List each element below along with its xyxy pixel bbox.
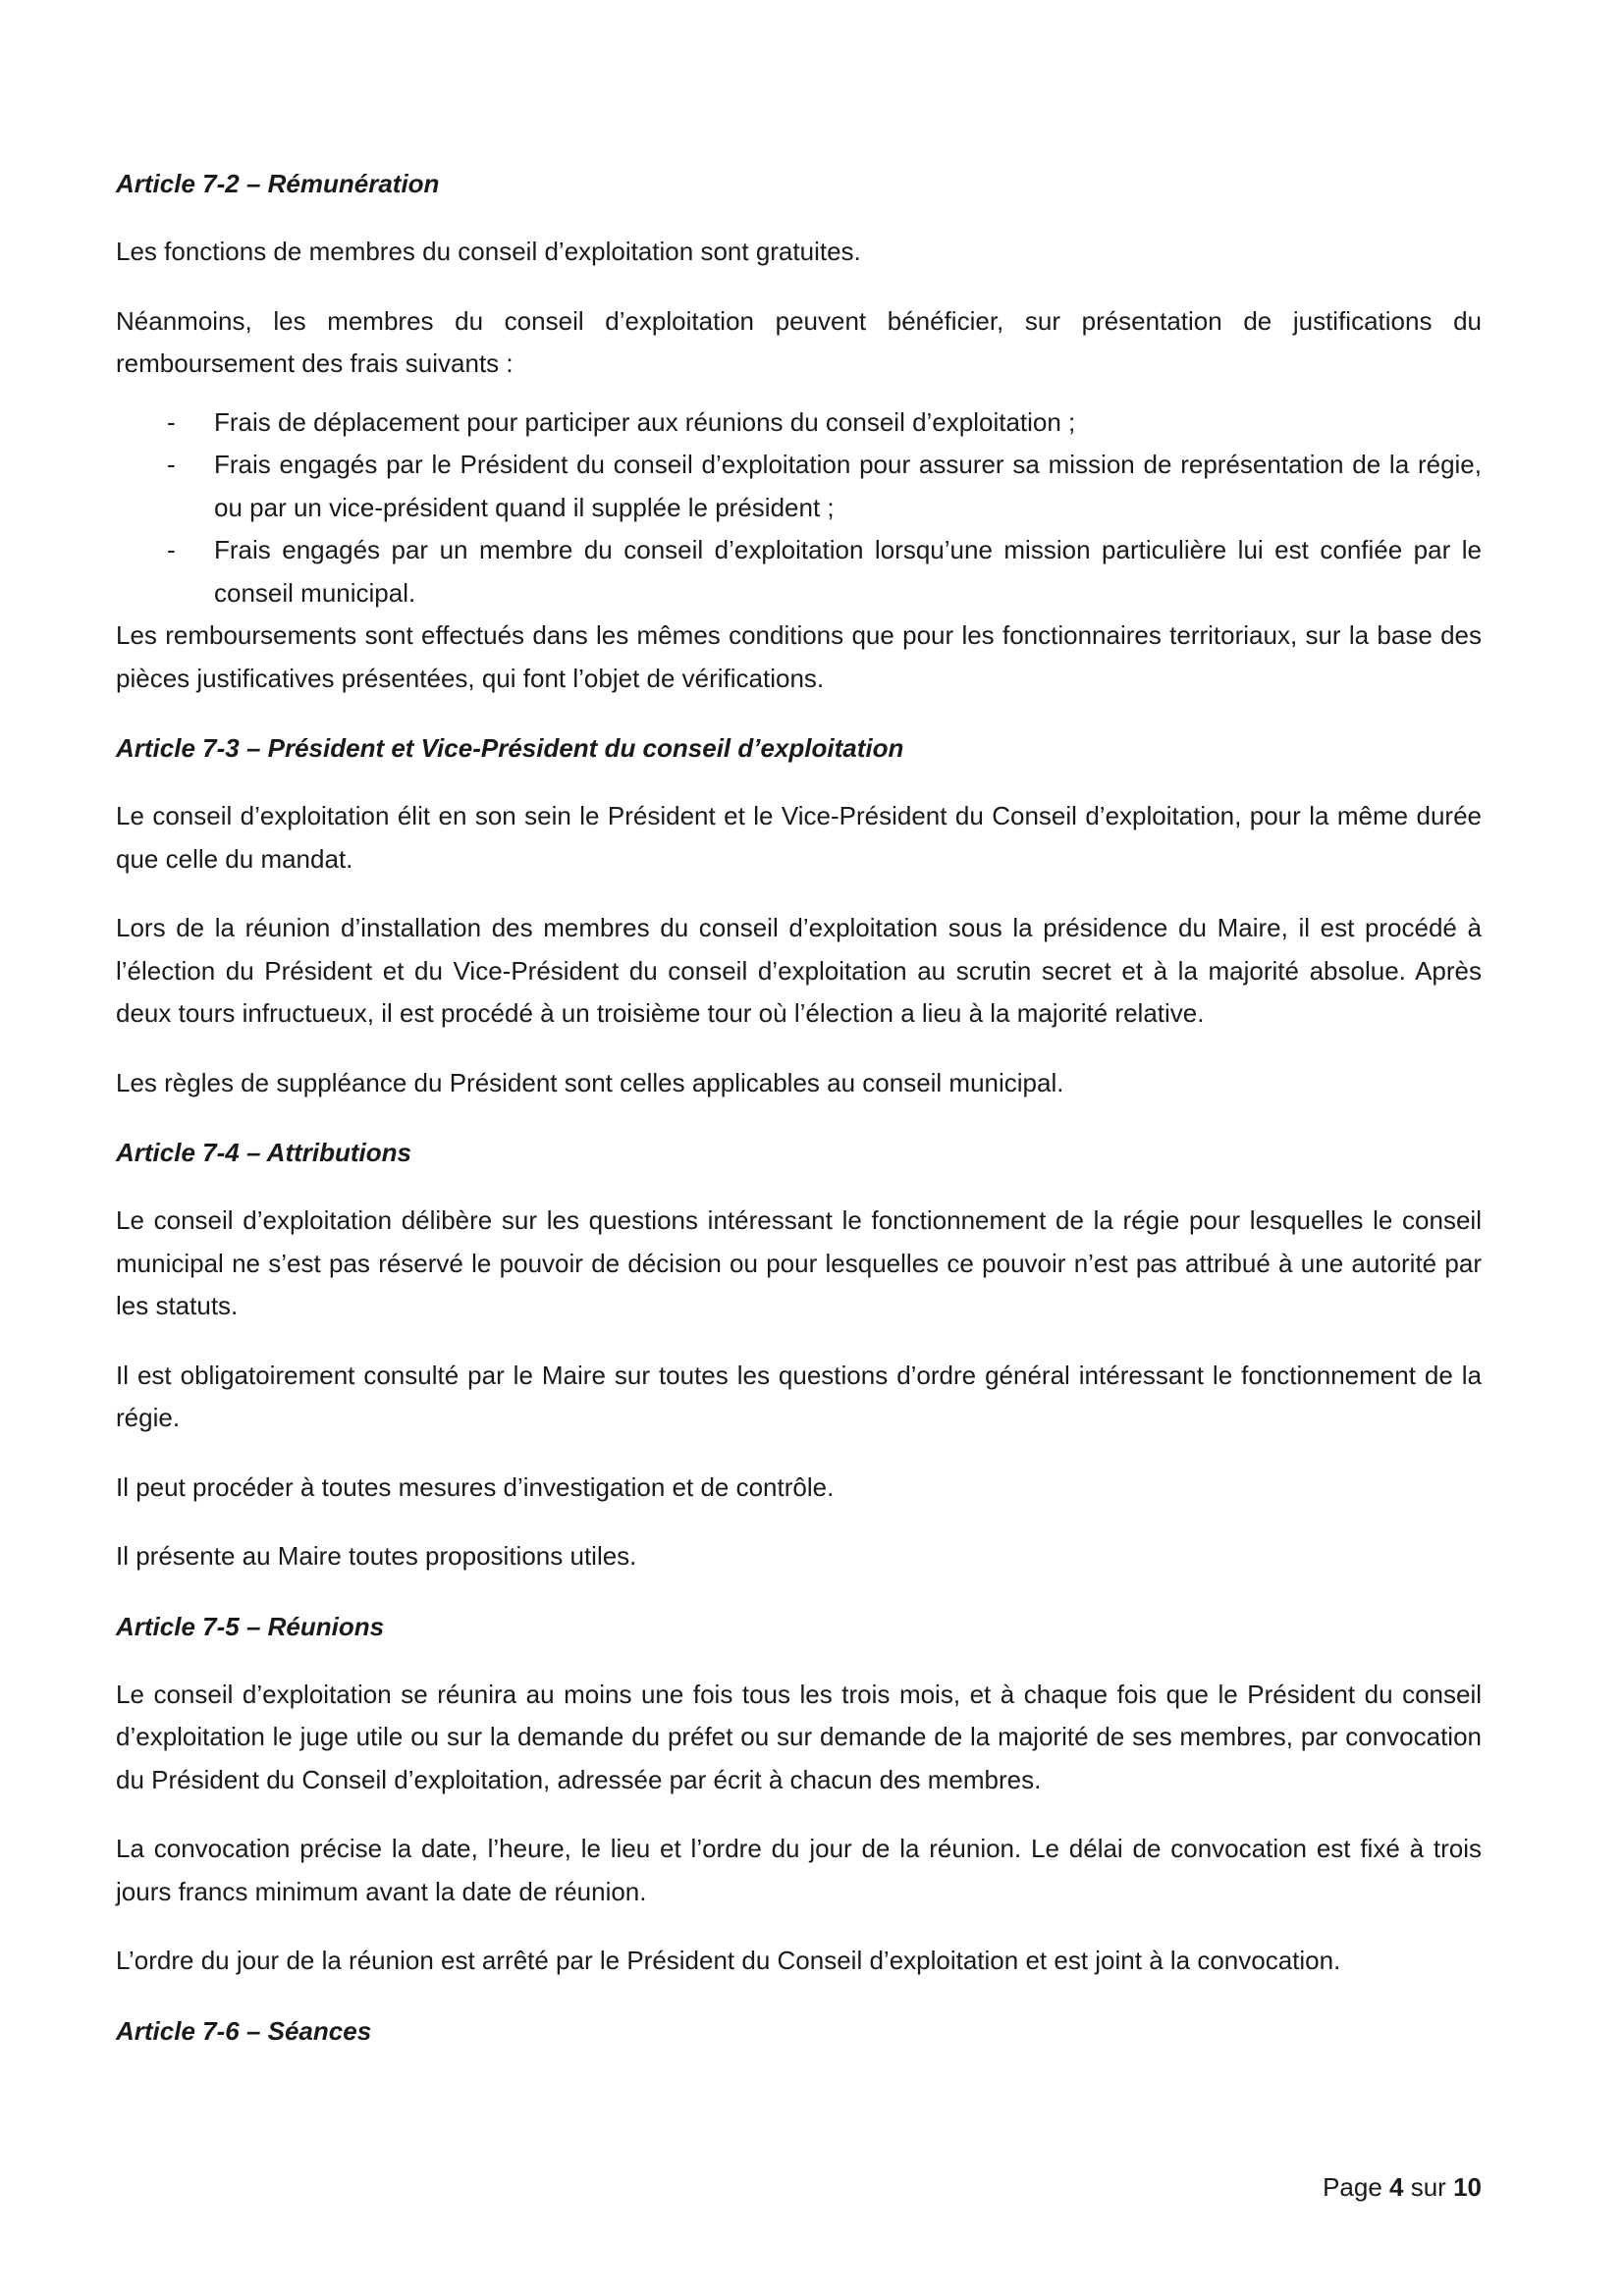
dash-bullet-icon: - — [167, 535, 176, 564]
article-7-2-paragraph-3: Les remboursements sont effectués dans les mêmes conditions que pour les fonctionnaires territoriaux, sur la base des pièces justificatives présentées, qui font l’objet de vérifications. — [116, 620, 1482, 693]
document-page — [116, 162, 1482, 2078]
article-7-4-paragraph-3: Il peut procéder à toutes mesures d’investigation et de contrôle. — [116, 1471, 835, 1502]
article-7-5-paragraph-3: L’ordre du jour de la réunion est arrêté par le Président du Conseil d’exploitation et est joint à la convocation. — [116, 1946, 1341, 1975]
page-number-prefix: Page — [1323, 2172, 1390, 2202]
article-7-3-paragraph-3: Les règles de suppléance du Président sont celles applicables au conseil municipal. — [116, 1067, 1064, 1097]
dash-bullet-icon: - — [167, 450, 176, 479]
article-7-6-heading: Article 7-6 – Séances — [116, 2015, 372, 2046]
list-item-text: Frais de déplacement pour participer aux réunions du conseil d’exploitation ; — [214, 406, 1076, 437]
list-item — [116, 444, 1482, 529]
article-7-4-paragraph-1: Le conseil d’exploitation délibère sur les questions intéressant le fonctionnement de la régie pour lesquelles le conseil municipal ne s’est pas réservé le pouvoir de décision ou pour lesquelles ce pouvoir n’est pas attribué à une autorité par les statuts. — [116, 1205, 1482, 1320]
page-footer — [1323, 2167, 1482, 2207]
dash-bullet-icon: - — [167, 406, 176, 437]
article-7-3-paragraph-2: Lors de la réunion d’installation des membres du conseil d’exploitation sous la présidence du Maire, il est procédé à l’élection du Président et du Vice-Président du conseil d’exploitation au scrutin secret et à la majorité absolue. Après deux tours infructueux, il est procédé à un troisième tour où l’élection a lieu à la majorité relative. — [116, 913, 1482, 1028]
article-7-5-paragraph-1: Le conseil d’exploitation se réunira au moins une fois tous les trois mois, et à chaque fois que le Président du conseil d’exploitation le juge utile ou sur la demande du préfet ou sur demande de la majorité de ses membres, par convocation du Président du Conseil d’exploitation, adressée par écrit à chacun des membres. — [116, 1679, 1482, 1794]
reimbursement-list — [116, 401, 1482, 615]
current-page-number: 4 — [1389, 2172, 1404, 2202]
article-7-2-heading: Article 7-2 – Rémunération — [116, 169, 440, 198]
article-7-4-paragraph-4: Il présente au Maire toutes propositions utiles. — [116, 1541, 637, 1571]
total-page-count: 10 — [1453, 2172, 1482, 2202]
article-7-5-paragraph-2: La convocation précise la date, l’heure, le lieu et l’ordre du jour de la réunion. Le délai de convocation est fixé à trois jours francs minimum avant la date de réunion. — [116, 1834, 1482, 1906]
list-item — [116, 529, 1482, 614]
article-7-4-heading: Article 7-4 – Attributions — [116, 1138, 411, 1167]
article-7-5-heading: Article 7-5 – Réunions — [116, 1611, 385, 1641]
page-number-separator: sur — [1403, 2172, 1454, 2202]
article-7-4-paragraph-2: Il est obligatoirement consulté par le Maire sur toutes les questions d’ordre général intéressant le fonctionnement de la régie. — [116, 1360, 1482, 1432]
list-item — [116, 401, 1482, 445]
article-7-2-paragraph-2: Néanmoins, les membres du conseil d’exploitation peuvent bénéficier, sur présentation de justifications du remboursement des frais suivants : — [116, 305, 1482, 378]
article-7-2-paragraph-1: Les fonctions de membres du conseil d’exploitation sont gratuites. — [116, 237, 861, 266]
list-item-text: Frais engagés par un membre du conseil d’exploitation lorsqu’une mission particulière lui est confiée par le conseil municipal. — [214, 535, 1482, 608]
article-7-3-heading: Article 7-3 – Président et Vice-Président du conseil d’exploitation — [116, 733, 904, 763]
list-item-text: Frais engagés par le Président du conseil d’exploitation pour assurer sa mission de représentation de la régie, ou par un vice-président quand il supplée le président ; — [214, 450, 1482, 522]
article-7-3-paragraph-1: Le conseil d’exploitation élit en son sein le Président et le Vice-Président du Conseil d’exploitation, pour la même durée que celle du mandat. — [116, 801, 1482, 874]
